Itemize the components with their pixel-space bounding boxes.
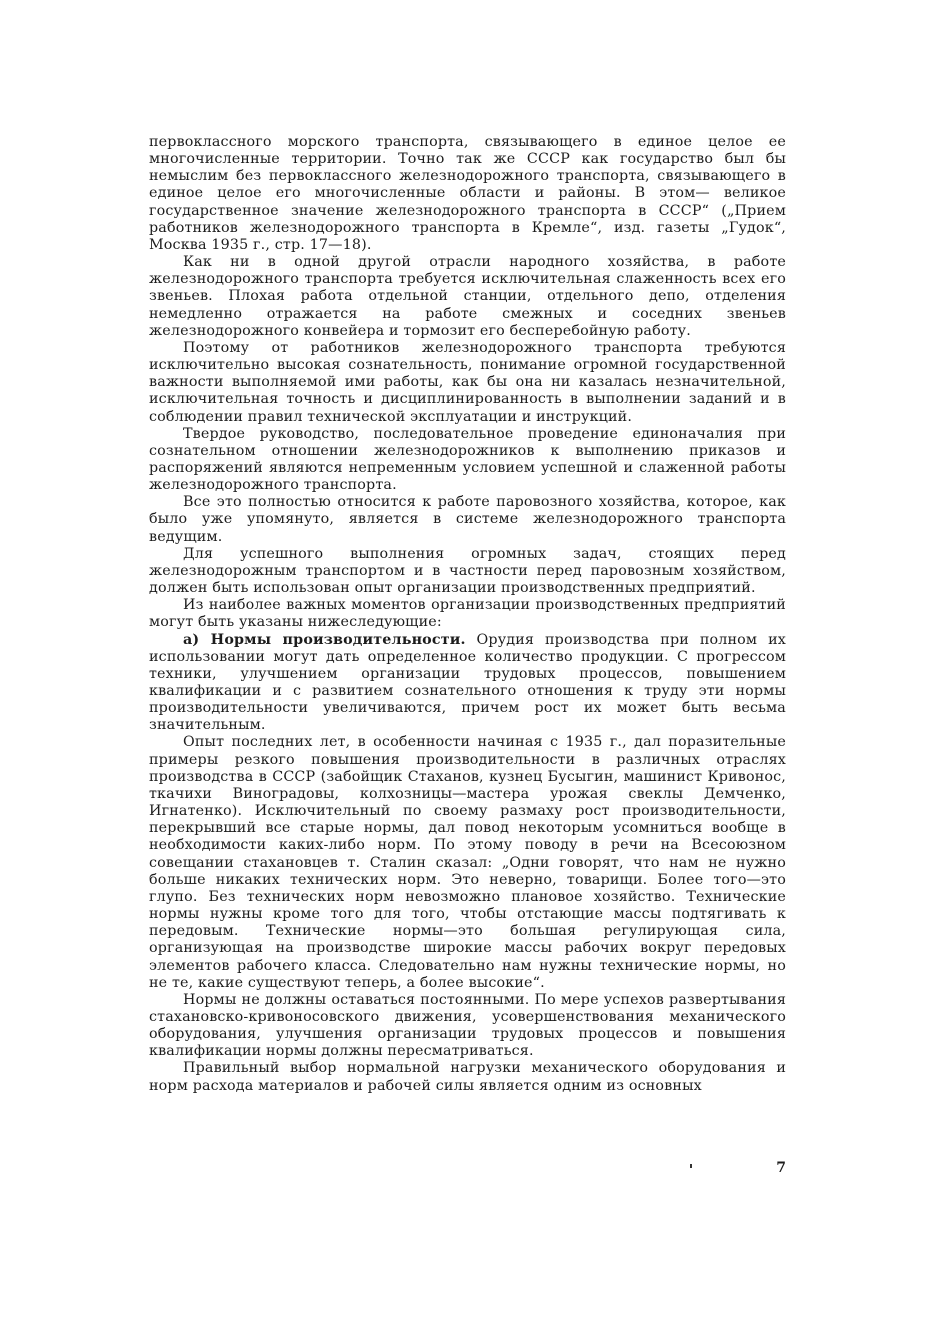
paragraph: Нормы не должны оставаться постоянными. По мере успехов развертывания стахановско-кривоносовского движения, усовершенствования механического оборудования, улучшения организации трудовых процессов и повышения квалификации нормы должны пересматриваться. <box>149 991 786 1060</box>
norms-heading: а) Нормы производительности. <box>183 631 466 648</box>
page-body <box>149 134 786 1194</box>
page-number: 7 <box>776 1160 786 1176</box>
paragraph: Все это полностью относится к работе паровозного хозяйства, которое, как было уже упомянуто, является в системе железнодорожного транспорта ведущим. <box>149 494 786 545</box>
print-speck <box>690 1164 692 1168</box>
paragraph: Твердое руководство, последовательное проведение единоначалия при сознательном отношении железнодорожников к выполнению приказов и распоряжений являются непременным условием успешной и слаженной работы железнодорожного транспорта. <box>149 425 786 494</box>
norms-paragraph <box>149 632 786 735</box>
paragraph: Как ни в одной другой отрасли народного хозяйства, в работе железнодорожного транспорта требуется исключительная слаженность всех его звеньев. Плохая работа отдельной станции, отдельного депо, отделения немедленно отражается на работе смежных и соседних звеньев железнодорожного конвейера и тормозит его бесперебойную работу. <box>149 254 786 339</box>
paragraph: Опыт последних лет, в особенности начиная с 1935 г., дал поразительные примеры резкого повышения производительности в различных отраслях производства в СССР (забойщик Стаханов, кузнец Бусыгин, машинист Кривонос, ткачихи Виноградовы, колхозницы—мастера урожая свеклы Демченко, Игнатенко). Исключительный по своему размаху рост производительности, перекрывший все старые нормы, дал повод некоторым усомниться вообще в необходимости каких-либо норм. По этому поводу в речи на Всесоюзном совещании стахановцев т. Сталин сказал: „Одни говорят, что нам не нужно больше никаких технических норм. Это неверно, товарищи. Более того—это глупо. Без технических норм невозможно плановое хозяйство. Технические нормы нужны кроме того для того, чтобы отстающие массы подтягивать к передовым. Технические нормы—это большая регулирующая сила, организующая на производстве широкие массы рабочих вокруг передовых элементов рабочего класса. Следовательно нам нужны технические нормы, но не те, какие существуют теперь, а более высокие“. <box>149 734 786 991</box>
paragraph: Из наиболее важных моментов организации производственных предприятий могут быть указаны нижеследующие: <box>149 597 786 631</box>
paragraph: Для успешного выполнения огромных задач, стоящих перед железнодорожным транспортом и в частности перед паровозным хозяйством, должен быть использован опыт организации производственных предприятий. <box>149 545 786 597</box>
paragraph: первоклассного морского транспорта, связывающего в единое целое ее многочисленные территории. Точно так же СССР как государство был бы немыслим без первоклассного железнодорожного транспорта, связывающего в единое целое его многочисленные области и районы. В этом— великое государственное значение железнодорожного транспорта в СССР“ („Прием работников железнодорожного транспорта в Кремле“, изд. газеты „Гудок“, Москва 1935 г., стр. 17—18). <box>149 134 786 253</box>
paragraph: Поэтому от работников железнодорожного транспорта требуются исключительно высокая сознательность, понимание огромной государственной важности выполняемой ими работы, как бы она ни казалась незначительной, исключительная точность и дисциплинированность в выполнении заданий и в соблюдении правил технической эксплуатации и инструкций. <box>149 339 786 425</box>
paragraph: Правильный выбор нормальной нагрузки механического оборудования и норм расхода материалов и рабочей силы является одним из основных <box>149 1060 786 1094</box>
norms-text: Орудия производства при полном их использовании могут дать определенное количество продукции. С прогрессом техники, улучшением организации трудовых процессов, повышением квалификации и с развитием сознательного отношения к труду эти нормы производительности увеличиваются, причем рост их может быть весьма значительным. <box>149 631 787 734</box>
